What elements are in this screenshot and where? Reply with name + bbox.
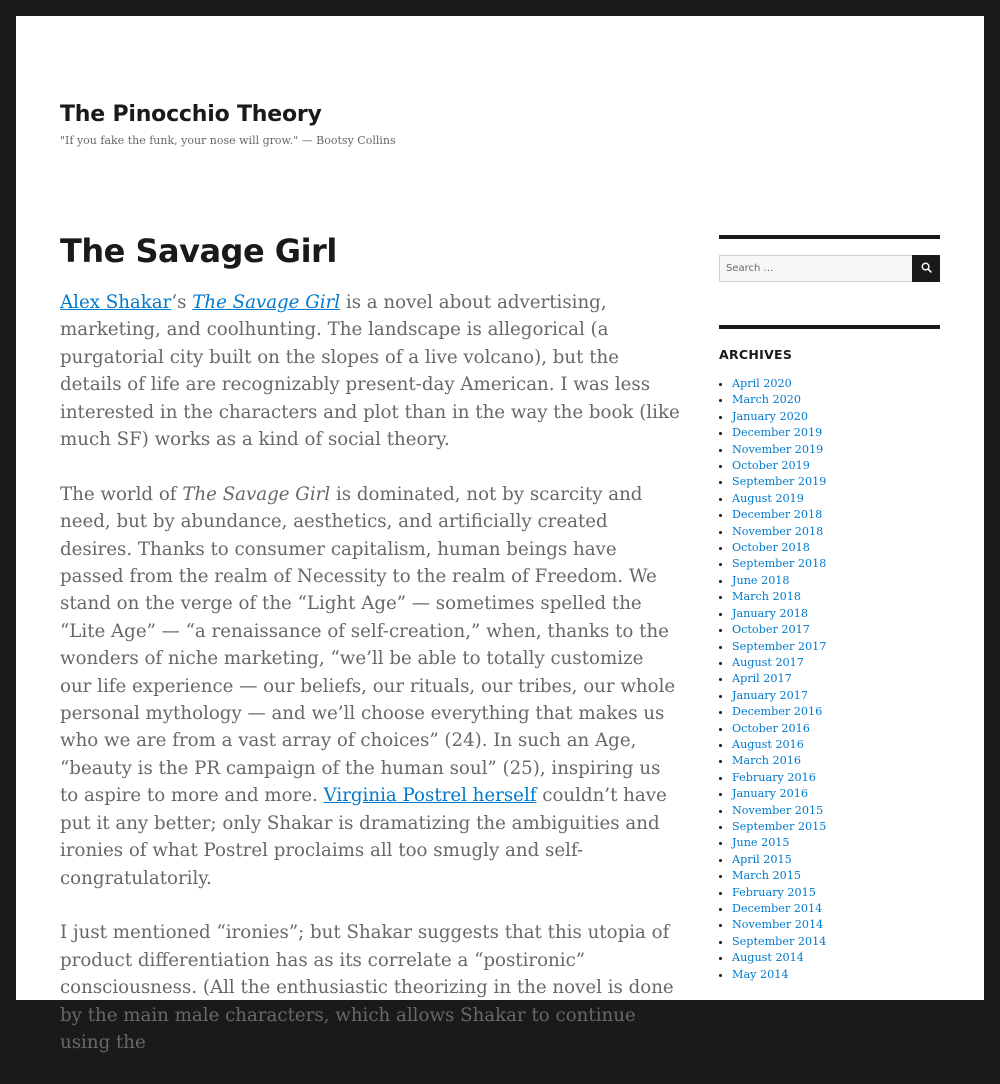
archive-item <box>732 737 940 753</box>
search-form <box>719 255 940 282</box>
archive-item <box>732 753 940 769</box>
archive-item <box>732 622 940 638</box>
archive-item <box>732 917 940 933</box>
archive-item <box>732 852 940 868</box>
site-description: "If you fake the funk, your nose will grow." — Bootsy Collins <box>60 134 396 147</box>
archive-link[interactable]: August 2019 <box>732 491 804 505</box>
archive-item <box>732 885 940 901</box>
archive-link[interactable]: November 2014 <box>732 918 824 932</box>
archive-link[interactable]: November 2018 <box>732 524 824 538</box>
paragraph-2 <box>60 481 680 892</box>
author-link[interactable]: Alex Shakar <box>60 292 172 313</box>
archive-link[interactable]: December 2018 <box>732 508 823 522</box>
site-title[interactable]: The Pinocchio Theory <box>60 102 322 127</box>
paragraph-1-text: is a novel about advertising, marketing, and coolhunting. The landscape is allegorical (a purgatorial city built on the slopes of a live volcano), but the details of life are recognizably present-day American. I was less interested in the characters and plot than in the way the book (like much SF) works as a kind of social theory. <box>60 292 680 451</box>
archive-item <box>732 786 940 802</box>
archive-link[interactable]: June 2015 <box>732 836 790 850</box>
archive-link[interactable]: October 2018 <box>732 541 810 555</box>
archive-item <box>732 573 940 589</box>
archive-link[interactable]: September 2015 <box>732 819 827 833</box>
archive-link[interactable]: March 2015 <box>732 869 801 883</box>
archive-link[interactable]: September 2017 <box>732 639 827 653</box>
archive-item <box>732 474 940 490</box>
archive-link[interactable]: January 2017 <box>732 688 808 702</box>
archive-link[interactable]: January 2020 <box>732 409 808 423</box>
archive-link[interactable]: March 2020 <box>732 393 801 407</box>
book-link-title: The Savage Girl <box>192 292 341 313</box>
archive-link[interactable]: March 2016 <box>732 754 801 768</box>
archive-item <box>732 835 940 851</box>
paragraph-3: I just mentioned “ironies”; but Shakar suggests that this utopia of product differentiation has as its correlate a “postironic” consciousness. (All the enthusiastic theorizing in the novel is done by the main male characters, which allows Shakar to continue using the <box>60 922 674 1053</box>
archive-link[interactable]: September 2018 <box>732 557 827 571</box>
archive-link[interactable]: August 2016 <box>732 737 804 751</box>
archive-item <box>732 442 940 458</box>
archive-item <box>732 671 940 687</box>
archive-link[interactable]: November 2019 <box>732 442 824 456</box>
archive-link[interactable]: April 2020 <box>732 377 792 390</box>
archive-link[interactable]: September 2019 <box>732 475 827 489</box>
archive-link[interactable]: September 2014 <box>732 934 827 948</box>
book-link[interactable] <box>192 292 340 313</box>
archive-item <box>732 524 940 540</box>
archive-link[interactable]: May 2014 <box>732 967 789 981</box>
archive-item <box>732 803 940 819</box>
paragraph-2-intro: The world of <box>60 483 183 505</box>
archive-link[interactable]: December 2016 <box>732 705 823 719</box>
archive-link[interactable]: October 2016 <box>732 721 810 735</box>
archive-link[interactable]: October 2019 <box>732 459 810 473</box>
archive-link[interactable]: January 2018 <box>732 606 808 620</box>
archive-item <box>732 376 940 392</box>
archive-item <box>732 409 940 425</box>
search-button[interactable] <box>912 255 940 282</box>
paragraph-1 <box>60 289 680 453</box>
archive-link[interactable]: June 2018 <box>732 573 790 587</box>
archive-item <box>732 540 940 556</box>
post-title: The Savage Girl <box>60 232 337 270</box>
book-title-emphasis: The Savage Girl <box>182 483 331 505</box>
archive-link[interactable]: December 2019 <box>732 426 823 440</box>
archive-link[interactable]: November 2015 <box>732 803 824 817</box>
archive-link[interactable]: April 2015 <box>732 852 792 866</box>
archives-title: ARCHIVES <box>719 347 793 362</box>
archive-item <box>732 655 940 671</box>
archive-item <box>732 901 940 917</box>
archive-item <box>732 934 940 950</box>
archive-item <box>732 507 940 523</box>
archive-item <box>732 704 940 720</box>
search-icon <box>921 261 932 276</box>
archive-item <box>732 868 940 884</box>
archive-link[interactable]: January 2016 <box>732 787 808 801</box>
post-content <box>60 289 680 1084</box>
archive-item <box>732 556 940 572</box>
archive-item <box>732 392 940 408</box>
archive-item <box>732 950 940 966</box>
archive-link[interactable]: February 2016 <box>732 770 816 784</box>
archive-item <box>732 639 940 655</box>
archive-link[interactable]: October 2017 <box>732 623 810 637</box>
archive-item <box>732 589 940 605</box>
sidebar <box>719 235 940 983</box>
sidebar-divider <box>719 235 940 239</box>
possessive-text: ‘s <box>171 292 193 313</box>
page <box>16 16 984 1053</box>
archive-item <box>732 770 940 786</box>
archives-list <box>719 376 940 983</box>
archive-item <box>732 458 940 474</box>
paragraph-2-text: is dominated, not by scarcity and need, but by abundance, aesthetics, and artificially created desires. Thanks to consumer capitalism, human beings have passed from the realm of Necessity to the realm of Freedom. We stand on the verge of the “Light Age” — sometimes spelled the “Lite Age” — “a renaissance of self-creation,” when, thanks to the wonders of niche marketing, “we’ll be able to totally customize our life experience — our beliefs, our rituals, our tribes, our whole personal mythology — and we’ll choose everything that makes us who we are from a vast array of choices” (24). In such an Age, “beauty is the PR campaign of the human soul” (25), inspiring us to aspire to more and more. <box>60 483 676 807</box>
archive-link[interactable]: March 2018 <box>732 590 801 604</box>
archive-item <box>732 606 940 622</box>
archive-item <box>732 967 940 983</box>
archive-link[interactable]: December 2014 <box>732 902 823 915</box>
archive-item <box>732 491 940 507</box>
archive-item <box>732 819 940 835</box>
archive-link[interactable]: February 2015 <box>732 885 816 899</box>
archive-link[interactable]: August 2017 <box>732 655 804 669</box>
archive-link[interactable]: August 2014 <box>732 951 804 965</box>
archive-item <box>732 688 940 704</box>
archive-item <box>732 425 940 441</box>
archive-link[interactable]: April 2017 <box>732 672 792 686</box>
paragraph-2-end: couldn’t have put it any better; only Shakar is dramatizing the ambiguities and ironies of what Postrel proclaims all too smugly and self-congratulatorily. <box>60 785 667 889</box>
archive-item <box>732 721 940 737</box>
search-input[interactable] <box>719 255 913 282</box>
sidebar-divider <box>719 325 940 329</box>
postrel-link[interactable]: Virginia Postrel herself <box>323 785 537 807</box>
